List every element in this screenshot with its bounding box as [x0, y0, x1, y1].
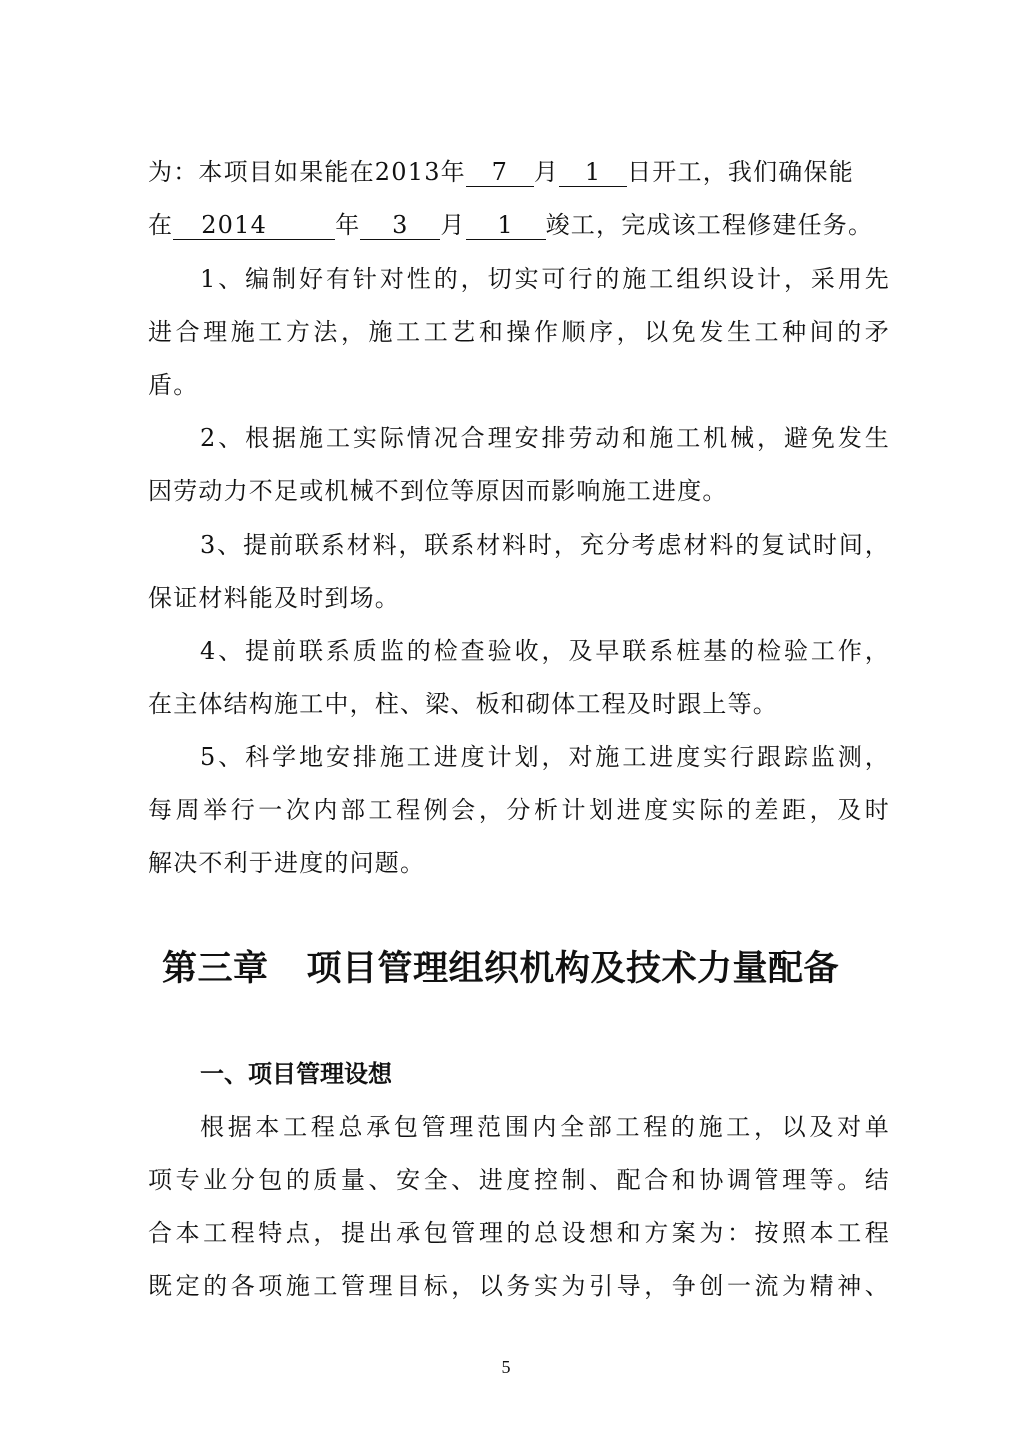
item-1-line-2: 进合理施工方法，施工工艺和操作顺序，以免发生工种间的矛 — [148, 318, 890, 346]
page-number: 5 — [501, 1357, 511, 1377]
section-heading: 一、项目管理设想 — [200, 1060, 392, 1088]
year-unit: 年 — [335, 211, 361, 239]
end-day-blank: 1 — [466, 211, 546, 240]
date-line-2-suffix: 竣工，完成该工程修建任务。 — [545, 211, 874, 239]
date-line-1 — [148, 155, 890, 189]
chapter-title: 项目管理组织机构及技术力量配备 — [306, 949, 840, 989]
body-line-3: 合本工程特点，提出承包管理的总设想和方案为：按照本工程 — [148, 1219, 890, 1247]
date-line-1-suffix: 日开工，我们确保能 — [627, 158, 854, 186]
item-3-line-2: 保证材料能及时到场。 — [148, 584, 400, 612]
date-line-2 — [148, 208, 890, 242]
month-unit: 月 — [533, 158, 560, 186]
item-4-line-1: 4、提前联系质监的检查验收，及早联系桩基的检验工作， — [200, 637, 890, 665]
end-month-blank: 3 — [360, 211, 440, 240]
date-line-1-prefix: 为：本项目如果能在2013年 — [148, 158, 466, 186]
chapter-heading — [162, 946, 839, 992]
start-day-blank: 1 — [559, 158, 627, 187]
start-month-blank: 7 — [466, 158, 534, 187]
item-5-line-2: 每周举行一次内部工程例会，分析计划进度实际的差距，及时 — [148, 796, 890, 824]
item-5-line-3: 解决不利于进度的问题。 — [148, 849, 426, 877]
body-line-2: 项专业分包的质量、安全、进度控制、配合和协调管理等。结 — [148, 1166, 890, 1194]
end-year-blank: 2014 — [173, 211, 335, 240]
item-2-line-2: 因劳动力不足或机械不到位等原因而影响施工进度。 — [148, 477, 728, 505]
chapter-number: 第三章 — [162, 949, 269, 989]
month-unit-2: 月 — [440, 211, 466, 239]
item-2-line-1: 2、根据施工实际情况合理安排劳动和施工机械，避免发生 — [200, 424, 890, 452]
body-line-4: 既定的各项施工管理目标，以务实为引导，争创一流为精神、 — [148, 1272, 890, 1300]
item-1-line-1: 1、编制好有针对性的，切实可行的施工组织设计，采用先 — [200, 265, 890, 293]
item-5-line-1: 5、科学地安排施工进度计划，对施工进度实行跟踪监测， — [200, 743, 890, 771]
item-3-line-1: 3、提前联系材料，联系材料时，充分考虑材料的复试时间， — [200, 531, 890, 559]
body-line-1: 根据本工程总承包管理范围内全部工程的施工，以及对单 — [200, 1113, 890, 1141]
item-1-line-3: 盾。 — [148, 371, 199, 399]
date-line-2-prefix: 在 — [148, 211, 174, 239]
item-4-line-2: 在主体结构施工中，柱、梁、板和砌体工程及时跟上等。 — [148, 690, 778, 718]
